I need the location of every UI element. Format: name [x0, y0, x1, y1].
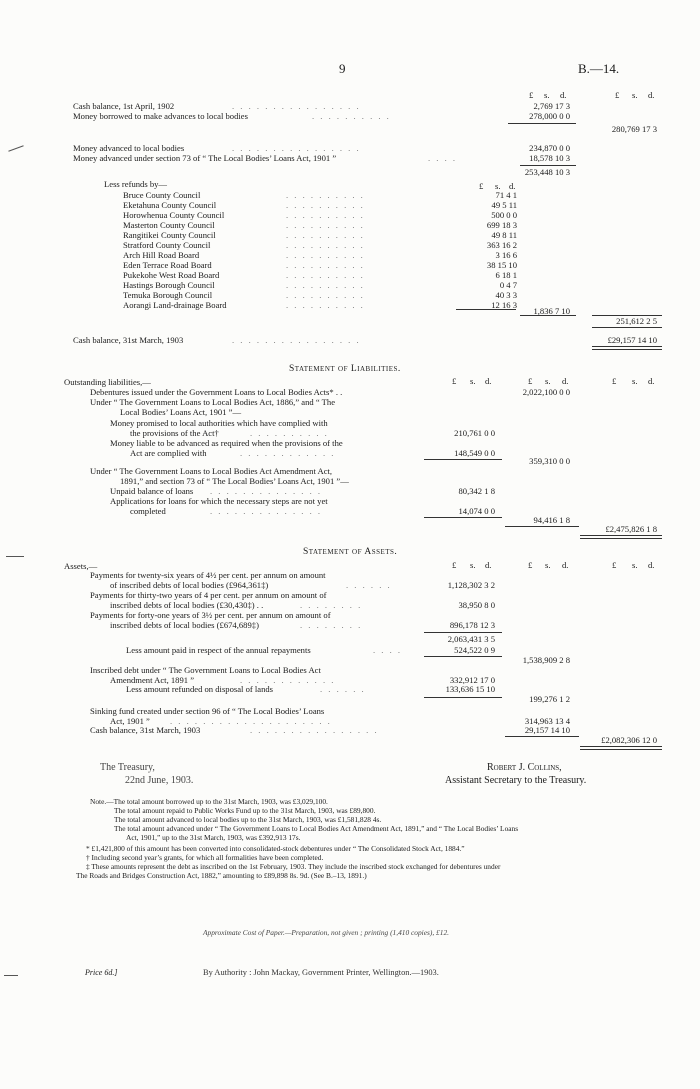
refunds-total: 1,836 7 10 — [533, 306, 570, 316]
scan-mark — [8, 145, 23, 151]
refund-row-label: Stratford County Council — [123, 240, 211, 250]
promised-line: the provisions of the Act† — [130, 428, 219, 438]
double-rule — [592, 346, 662, 350]
inscr-amount: 332,912 17 0 — [449, 675, 495, 685]
signature-place: The Treasury, — [100, 762, 155, 773]
leader-dots: . . . . . . . . . . — [286, 200, 365, 210]
col-d: d. — [509, 181, 516, 191]
liabilities-total: £2,475,826 1 8 — [605, 524, 657, 534]
liable-amount: 148,549 0 0 — [454, 448, 495, 458]
advance-row-label: Money advanced to local bodies — [73, 143, 185, 153]
leader-dots: . . . . . . . . . . . . . . . . — [250, 725, 379, 735]
footnote: † Including second year’s grants, for which all formalities have been completed. — [86, 853, 324, 862]
refunds-net: 251,612 2 5 — [616, 316, 657, 326]
note-line: Act, 1901,” up to the 31st March, 1903, was £392,913 17s. — [126, 833, 301, 842]
col-s: s. — [632, 376, 638, 386]
rule — [505, 526, 579, 527]
leader-dots: . . . . . . . . . . . . . . . . . . . . — [170, 716, 332, 726]
cash-subtotal: 280,769 17 3 — [611, 124, 657, 134]
cost-note: Approximate Cost of Paper.—Preparation, not given ; printing (1,410 copies), £12. — [203, 928, 449, 937]
leader-dots: . . . . . . . . . . — [286, 300, 365, 310]
promised-amount: 210,761 0 0 — [454, 428, 495, 438]
p41-amount: 896,178 12 3 — [449, 620, 495, 630]
rule — [424, 517, 502, 518]
note-line: The total amount advanced to local bodies up to the 31st March, 1903, was £1,581,828 4s. — [114, 815, 382, 824]
amend-line: Under “ The Government Loans to Local Bodies Act Amendment Act, — [90, 466, 333, 476]
leader-dots: . . . . . . . . . . . . . . — [210, 486, 323, 496]
leader-dots: . . . . . . . . . . — [286, 290, 365, 300]
signatory-name: Robert J. Collins, — [487, 762, 562, 773]
col-s: s. — [545, 560, 551, 570]
col-d: d. — [562, 376, 569, 386]
apps-amount: 14,074 0 0 — [458, 506, 495, 516]
assets-title: Statement of Assets. — [303, 547, 398, 557]
refund-row-amount: 6 18 1 — [495, 270, 517, 280]
col-l: £ — [612, 560, 617, 570]
col-s: s. — [632, 90, 638, 100]
leader-dots: . . . . — [373, 645, 403, 655]
leader-dots: . . . . . . . . . . . . — [240, 448, 336, 458]
col-l: £ — [612, 376, 617, 386]
leader-dots: . . . . . . . . . . — [286, 260, 365, 270]
refund-row-label: Temuka Borough Council — [123, 290, 213, 300]
p32-amount: 38,950 8 0 — [458, 600, 495, 610]
assets-cash-label: Cash balance, 31st March, 1903 — [90, 725, 201, 735]
refund-lands-amount: 133,636 15 10 — [445, 684, 495, 694]
col-d: d. — [485, 560, 492, 570]
cash-row-label: Money borrowed to make advances to local bodies — [73, 111, 248, 121]
p41-line: inscribed debts of local bodies (£674,689‡) — [110, 620, 259, 630]
rule — [508, 123, 576, 124]
leader-dots: . . . . . . . . — [300, 620, 363, 630]
refund-row-amount: 12 16 3 — [491, 300, 517, 310]
advance-row-amount: 18,578 10 3 — [529, 153, 570, 163]
p32-line: Payments for thirty-two years of 4 per cent. per annum on amount of — [90, 590, 327, 600]
leader-dots: . . . . . . . . . . — [286, 280, 365, 290]
refund-row-label: Rangitikei County Council — [123, 230, 216, 240]
closing-balance-amount: £29,157 14 10 — [607, 335, 657, 345]
amend-sum: 94,416 1 8 — [533, 515, 570, 525]
col-l: £ — [452, 376, 457, 386]
unpaid-amount: 80,342 1 8 — [458, 486, 495, 496]
refund-row-amount: 40 3 3 — [495, 290, 517, 300]
signatory-title: Assistant Secretary to the Treasury. — [445, 775, 587, 786]
p32-line: inscribed debts of local bodies (£30,430‡) . . — [110, 600, 264, 610]
refund-row-amount: 38 15 10 — [486, 260, 517, 270]
col-s: s. — [470, 376, 476, 386]
sink-line: Act, 1901 ” — [110, 716, 150, 726]
col-l: £ — [528, 560, 533, 570]
assets-net: 1,538,909 2 8 — [522, 655, 570, 665]
footnote: The Roads and Bridges Construction Act, 1882,” amounting to £89,898 8s. 9d. (See B.–13, 1891.) — [76, 871, 367, 880]
col-l: £ — [479, 181, 484, 191]
col-s: s. — [495, 181, 501, 191]
unpaid-label: Unpaid balance of loans — [110, 486, 194, 496]
sink-amount: 314,963 13 4 — [524, 716, 570, 726]
col-l: £ — [528, 376, 533, 386]
rule — [424, 697, 502, 698]
refund-row-label: Arch Hill Road Board — [123, 250, 200, 260]
leader-dots: . . . . . . . . . . — [286, 190, 365, 200]
note-line: The total amount advanced under “ The Government Loans to Local Bodies Act Amendment Act, 1891,” and “ The Local Bodies’ Loans — [114, 824, 519, 833]
col-d: d. — [648, 560, 655, 570]
p26-amount: 1,128,302 3 2 — [447, 580, 495, 590]
refund-row-label: Hastings Borough Council — [123, 280, 215, 290]
col-l: £ — [529, 90, 534, 100]
refund-row-amount: 3 16 6 — [495, 250, 517, 260]
inscr-net: 199,276 1 2 — [529, 694, 570, 704]
amend-line: 1891,” and section 73 of “ The Local Bodies’ Loans Act, 1901 ”— — [120, 476, 349, 486]
cash-row-label: Cash balance, 1st April, 1902 — [73, 101, 175, 111]
refund-row-amount: 699 18 3 — [486, 220, 517, 230]
note-line: The total amount repaid to Public Works Fund up to the 31st March, 1903, was £89,800. — [114, 806, 376, 815]
refund-row-amount: 363 16 2 — [486, 240, 517, 250]
leader-dots: . . . . . . . . — [300, 600, 363, 610]
imprint: By Authority : John Mackay, Government Printer, Wellington.—1903. — [203, 968, 439, 977]
scan-mark — [4, 975, 18, 976]
assets-total: £2,082,306 12 0 — [601, 735, 657, 745]
advance-subtotal: 253,448 10 3 — [524, 167, 570, 177]
refunds-heading: Less refunds by— — [104, 179, 168, 189]
advance-row-label: Money advanced under section 73 of “ The Local Bodies’ Loans Act, 1901 ” — [73, 153, 337, 163]
col-d: d. — [485, 376, 492, 386]
col-s: s. — [632, 560, 638, 570]
double-rule — [580, 746, 662, 750]
footnote: * £1,421,800 of this amount has been converted into consolidated-stock debentures under “ The Consolidated Stock Act, 1884.” — [86, 844, 465, 853]
refund-row-label: Eketahuna County Council — [123, 200, 217, 210]
refund-row-label: Bruce County Council — [123, 190, 201, 200]
refund-row-amount: 500 0 0 — [491, 210, 517, 220]
assets-group: Assets,— — [64, 561, 98, 571]
rule — [592, 327, 662, 328]
col-s: s. — [470, 560, 476, 570]
refund-row-amount: 49 8 11 — [491, 230, 517, 240]
note-line: Note.—The total amount borrowed up to the 31st March, 1903, was £3,029,100. — [90, 797, 328, 806]
refund-row-label: Horowhenua County Council — [123, 210, 225, 220]
leader-dots: . . . . . . . . . . . . . . . . — [232, 143, 361, 153]
advance-row-amount: 234,870 0 0 — [529, 143, 570, 153]
refund-row-amount: 49 5 11 — [491, 200, 517, 210]
col-l: £ — [615, 90, 620, 100]
refund-row-label: Pukekohe West Road Board — [123, 270, 220, 280]
col-d: d. — [562, 560, 569, 570]
p26-line: of inscribed debts of local bodies (£964,361‡) — [110, 580, 269, 590]
cash-row-amount: 278,000 0 0 — [529, 111, 570, 121]
rule — [520, 165, 576, 166]
leader-dots: . . . . . . . . . . . . . . . . — [232, 335, 361, 345]
p41-line: Payments for forty-one years of 3½ per cent. per annum on amount of — [90, 610, 331, 620]
inscr-line: Amendment Act, 1891 ” — [110, 675, 195, 685]
col-s: s. — [544, 90, 550, 100]
inscr-line: Inscribed debt under “ The Government Loans to Local Bodies Act — [90, 665, 321, 675]
col-d: d. — [648, 90, 655, 100]
double-rule — [580, 535, 662, 539]
apps-line: Applications for loans for which the necessary steps are not yet — [110, 496, 328, 506]
leader-dots: . . . . . . . . . . — [286, 240, 365, 250]
leader-dots: . . . . . . — [320, 684, 366, 694]
refund-row-label: Masterton County Council — [123, 220, 215, 230]
leader-dots: . . . . . . — [346, 580, 392, 590]
cash-row-amount: 2,769 17 3 — [533, 101, 570, 111]
debentures-label: Debentures issued under the Government Loans to Local Bodies Acts* . . — [90, 387, 343, 397]
debentures-amount: 2,022,100 0 0 — [522, 387, 570, 397]
rule — [424, 459, 502, 460]
rule — [424, 632, 502, 633]
assets-cash-amount: 29,157 14 10 — [524, 725, 570, 735]
refund-row-label: Eden Terrace Road Board — [123, 260, 212, 270]
scan-mark — [6, 556, 24, 557]
p26-line: Payments for twenty-six years of 4½ per cent. per annum on amount — [90, 570, 326, 580]
apps-line: completed — [130, 506, 166, 516]
liable-line: Money liable to be advanced as required when the provisions of the — [110, 438, 343, 448]
less-repay-label: Less amount paid in respect of the annual repayments — [126, 645, 311, 655]
rule — [505, 736, 579, 737]
refund-row-amount: 0 4 7 — [499, 280, 517, 290]
liable-line: Act are complied with — [130, 448, 207, 458]
footnote: ‡ These amounts represent the debt as inscribed on the 1st February, 1903. They include the inscribed stock exchanged for debentures under — [86, 862, 501, 871]
act-1886-line: Under “ The Government Loans to Local Bodies Act, 1886,” and “ The — [90, 397, 336, 407]
refund-lands-label: Less amount refunded on disposal of lands — [126, 684, 274, 694]
liabilities-title: Statement of Liabilities. — [289, 364, 401, 374]
page-number: 9 — [339, 61, 346, 76]
leader-dots: . . . . — [428, 153, 458, 163]
rule — [424, 656, 502, 657]
col-d: d. — [648, 376, 655, 386]
liabilities-group: Outstanding liabilities,— — [64, 377, 151, 387]
assets-sub: 2,063,431 3 5 — [447, 634, 495, 644]
act-1886-line: Local Bodies’ Loans Act, 1901 ”— — [120, 407, 242, 417]
report-reference: B.—14. — [578, 61, 620, 76]
leader-dots: . . . . . . . . . . — [286, 220, 365, 230]
leader-dots: . . . . . . . . . . — [250, 428, 329, 438]
leader-dots: . . . . . . . . . . . . . . . . — [232, 101, 361, 111]
price: Price 6d.] — [85, 968, 118, 977]
signature-date: 22nd June, 1903. — [125, 775, 194, 786]
promised-line: Money promised to local authorities which have complied with — [110, 418, 328, 428]
col-s: s. — [545, 376, 551, 386]
leader-dots: . . . . . . . . . . — [286, 230, 365, 240]
refund-row-amount: 71 4 1 — [495, 190, 517, 200]
col-l: £ — [452, 560, 457, 570]
leader-dots: . . . . . . . . . . — [312, 111, 391, 121]
act-1886-sum: 359,310 0 0 — [529, 456, 570, 466]
leader-dots: . . . . . . . . . . — [286, 210, 365, 220]
leader-dots: . . . . . . . . . . — [286, 270, 365, 280]
leader-dots: . . . . . . . . . . — [286, 250, 365, 260]
leader-dots: . . . . . . . . . . . . . . — [210, 506, 323, 516]
closing-balance-label: Cash balance, 31st March, 1903 — [73, 335, 184, 345]
refund-row-label: Aorangi Land-drainage Board — [123, 300, 227, 310]
col-d: d. — [560, 90, 567, 100]
leader-dots: . . . . . . . . . . . . — [240, 675, 336, 685]
less-repay-amount: 524,522 0 9 — [454, 645, 495, 655]
sink-line: Sinking fund created under section 96 of “ The Local Bodies’ Loans — [90, 706, 325, 716]
rule — [520, 315, 576, 316]
